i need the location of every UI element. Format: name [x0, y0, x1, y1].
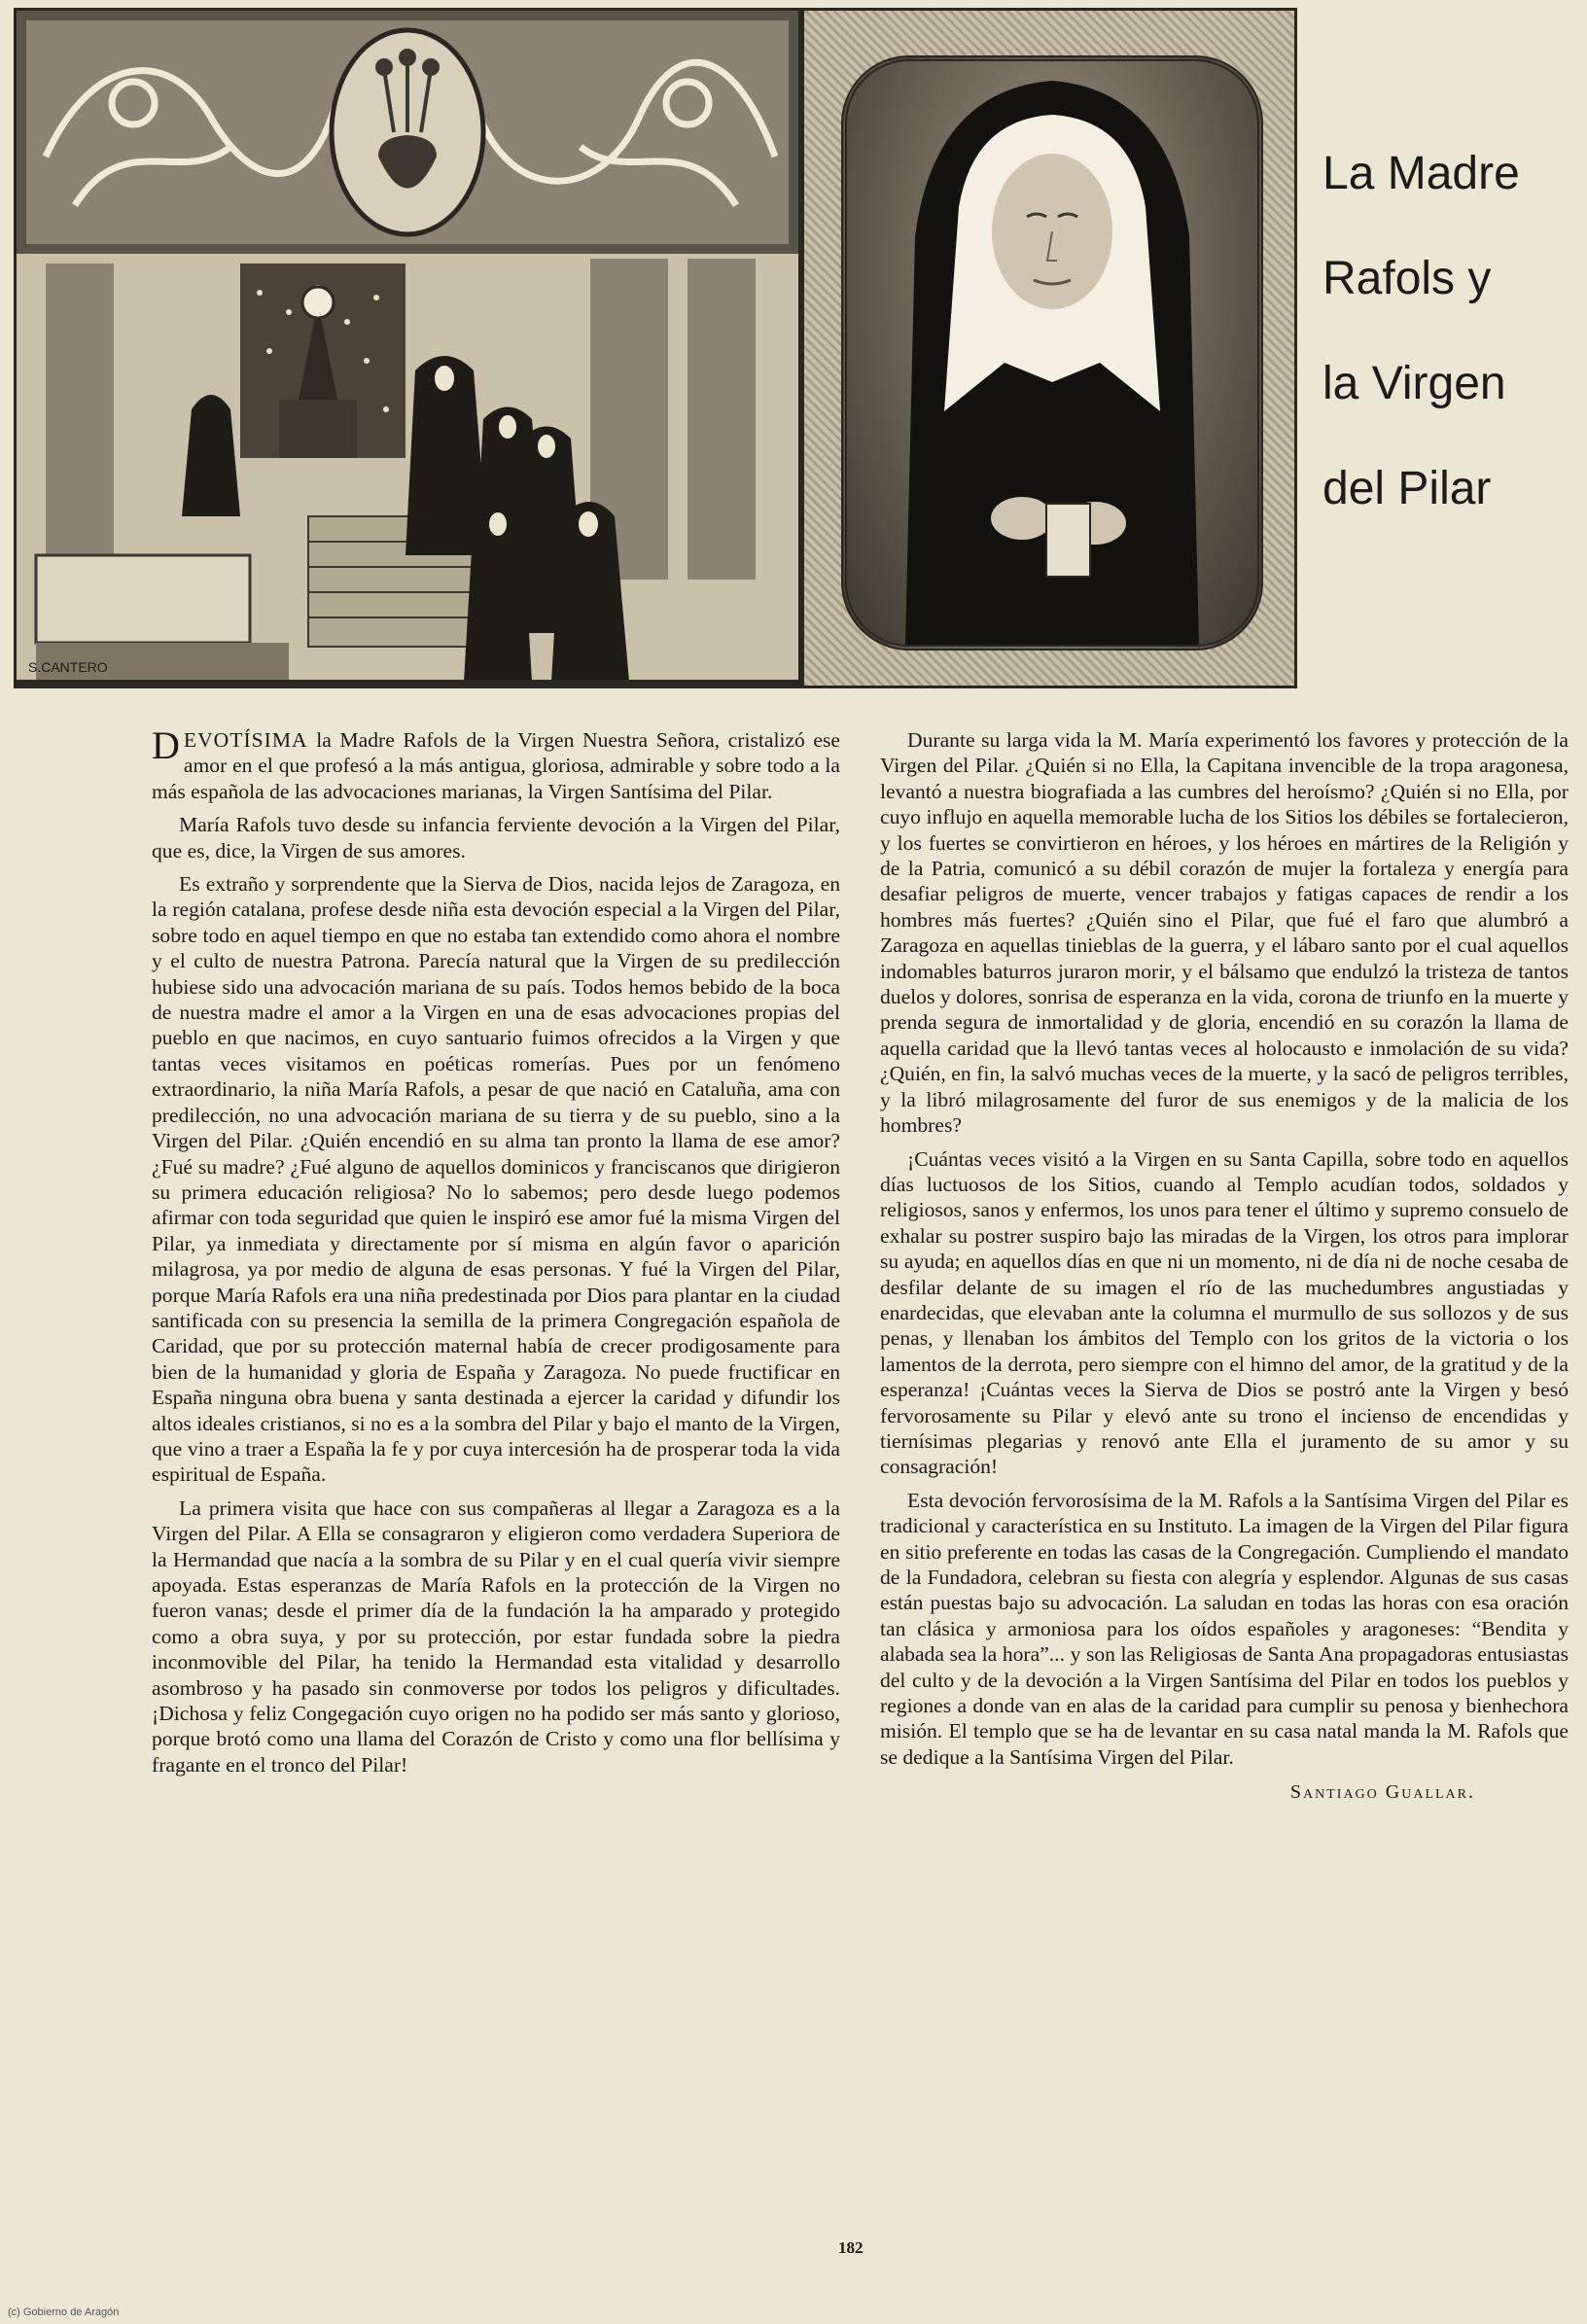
- engraving-drawing: [17, 11, 798, 686]
- title-line-2: Rafols y: [1322, 253, 1492, 304]
- portrait-frame: [801, 8, 1297, 688]
- article-title: [1322, 122, 1575, 542]
- paragraph-7: Esta devoción fervorosísima de la M. Rafols a la Santísima Virgen del Pilar es tradicional y característica en su Instituto. La imagen de la Virgen del Pilar figura en sitio preferente en todas las casas de la Congregación. Cumpliendo el mandato de la Fundadora, celebran su fiesta con alegría y esplendor. Algunas de sus casas están puestas bajo su advocación. La saludan en todas las horas con esa oración tan clásica y armoniosa para los oídos españoles y aragoneses: “Bendita y alabada sea la hora”... y son las Religiosas de Santa Ana propagadoras entusiastas del culto y de la devoción a la Virgen Santísima del Pilar en todos los pueblos y regiones a donde van en alas de la caridad para cumplir su penosa y bienhechora misión. El templo que se ha de levantar en su casa natal manda la M. Rafols que se dedique a la Santísima Virgen del Pilar.: [880, 1488, 1569, 1769]
- paragraph-1-text: la Madre Rafols de la Virgen Nuestra Señora, cristalizó ese amor en el que profesó a la más antigua, gloriosa, admirable y sobre todo a la más española de las advocaciones marianas, la Virgen Santísima del Pilar.: [152, 728, 840, 803]
- left-text-column: [152, 723, 840, 1785]
- author-signature: Santiago Guallar.: [1289, 1781, 1475, 1804]
- artist-signature: S.CANTERO: [28, 659, 108, 675]
- header-illustrations: [14, 8, 1278, 688]
- right-text-column: [880, 727, 1569, 1806]
- opening-word: EVOTÍSIMA: [183, 728, 308, 752]
- portrait-madre-rafols: [841, 55, 1263, 651]
- paragraph-2: María Rafols tuvo desde su infancia ferviente devoción a la Virgen del Pilar, que es, dice, la Virgen de sus amores.: [152, 813, 840, 863]
- title-line-4: del Pilar: [1322, 463, 1492, 514]
- engraving-nuns-before-virgin: [14, 8, 801, 688]
- paragraph-4: La primera visita que hace con sus compañeras al llegar a Zaragoza es a la Virgen del Pilar. A Ella se consagraron y eligieron como verdadera Superiora de la Hermandad que nacía a la sombra de su Pilar y en el cual quería vivir siempre apoyada. Estas esperanzas de María Rafols en la protección de la Virgen no fueron vanas; desde el primer día de la fundación la ha amparado y protegido como a obra suya, y por su protección, por estar fundada sobre la piedra inconmovible del Pilar, ha tenido la Hermandad esta vitalidad y desarrollo asombroso y ha pasado sin conmoverse por todos los peligros y dificultades. ¡Dichosa y feliz Congegación cuyo origen no ha podido ser más santo y glorioso, porque brotó como una llama del Corazón de Cristo y como una flor bellísima y fragante en el tronco del Pilar!: [152, 1496, 840, 1777]
- title-line-1: La Madre: [1322, 148, 1520, 199]
- copyright-credit: (c) Gobierno de Aragón: [8, 2306, 120, 2318]
- portrait-drawing: [847, 61, 1257, 645]
- vase-medallion: [332, 30, 483, 234]
- paragraph-5: Durante su larga vida la M. María experimentó los favores y protección de la Virgen del Pilar. ¿Quién si no Ella, la Capitana invencible de la tropa aragonesa, levantó a nuestra biografiada a las cumbres del heroísmo? ¿Quién si no Ella, por cuyo influjo en aquella memorable lucha de los Sitios los débiles se fortalecieron, y los fuertes se convirtieron en héroes, y los héroes en mártires de la Religión y de la Patria, comunicó a su débil corazón de mujer la fortaleza y energía para desafiar peligros de muerte, vencer trabajos y fatigas capaces de rendir a los hombres más fuertes? ¿Quién sino el Pilar, que fué el faro que alumbró a Zaragoza en aquellas tinieblas de la guerra, y el lábaro santo por el cual aquellos indomables baturros juraron morir, y el bálsamo que endulzó la tristeza de tantos duelos y dolores, sonrisa de esperanza en la vida, corona de triunfo en la muerte y prenda segura de inmortalidad y de gloria, encendió en su corazón la llama de aquella caridad que la llevó tantas veces al holocausto e inmolación de su vida? ¿Quién, en fin, la salvó muchas veces de la muerte, y la sacó de peligros terribles, y la libró milagrosamente del furor de sus enemigos y de la malicia de los hombres?: [880, 728, 1569, 1138]
- page-number: 182: [838, 2238, 864, 2257]
- drop-cap: D: [152, 723, 180, 767]
- paragraph-3: Es extraño y sorprendente que la Sierva de Dios, nacida lejos de Zaragoza, en la región catalana, profese desde niña esta devoción especial a la Virgen del Pilar, sobre todo en aquel tiempo en que no estaba tan extendido como ahora el nombre y el culto de nuestra Patrona. Parecía natural que la Virgen de su predilección hubiese sido una advocación mariana de su país. Todos hemos bebido de la boca de nuestra madre el amor a la Virgen en una de esas advocaciones propias del pueblo en que nacimos, en cuyo santuario fuimos ofrecidos a la Virgen y que tantas veces visitamos en poéticas romerías. Pues por un fenómeno extraordinario, la niña María Rafols, a pesar de que nació en Cataluña, ama con predilección, no una advocación mariana de su tierra y de su pueblo, sino a la Virgen del Pilar. ¿Quién encendió en su alma tan pronto la llama de ese amor? ¿Fué su madre? ¿Fué alguno de aquellos dominicos y franciscanos que dirigieron su primera educación religiosa? No lo sabemos; pero desde luego podemos afirmar con toda seguridad que quien le inspiró ese amor fué la misma Virgen del Pilar, ya inmediata y directamente por sí misma en algún favor o aparición milagrosa, ya por medio de alguna de esas personas. Y fué la Virgen del Pilar, porque María Rafols era una niña predestinada por Dios para plantar en la ciudad santificada con su presencia la semilla de la primera Congregación española de Caridad, que por su protección maternal había de crecer prodigosamente para bien de la humanidad y gloria de España y Zaragoza. No puede fructificar en España ninguna obra buena y santa destinada a ejercer la caridad y difundir los altos ideales cristianos, si no es a la sombra del Pilar y bajo el manto de la Virgen, que vino a traer a España la fe y por cuya intercesión ha de prosperar toda la vida espiritual de España.: [152, 872, 840, 1487]
- title-line-3: la Virgen: [1322, 358, 1506, 409]
- paragraph-6: ¡Cuántas veces visitó a la Virgen en su Santa Capilla, sobre todo en aquellos días luctuosos de los Sitios, cuando al Templo acudían todos, soldados y religiosos, sanos y enfermos, los unos para tener el último y supremo consuelo de exhalar su postrer suspiro bajo las miradas de la Virgen, los otros para implorar su ayuda; en aquellos días en que ni un momento, ni de día ni de noche cesaba de desfilar delante de su imagen el río de las muchedumbres angustiadas y enardecidas, que elevaban ante la columna el murmullo de sus sollozos y de sus penas, y llenaban los ámbitos del Templo con los gritos de la victoria o los lamentos de la derrota, pero siempre con el himno del amor, de la gratitud y de la esperanza! ¡Cuántas veces la Sierva de Dios se postró ante la Virgen y besó fervorosamente su Pilar y elevó ante su trono el incienso de encendidas y tiernísimas plegarias y renovó ante Ella el juramento de su amor y su consagración!: [880, 1146, 1569, 1479]
- paragraph-1: [152, 723, 840, 804]
